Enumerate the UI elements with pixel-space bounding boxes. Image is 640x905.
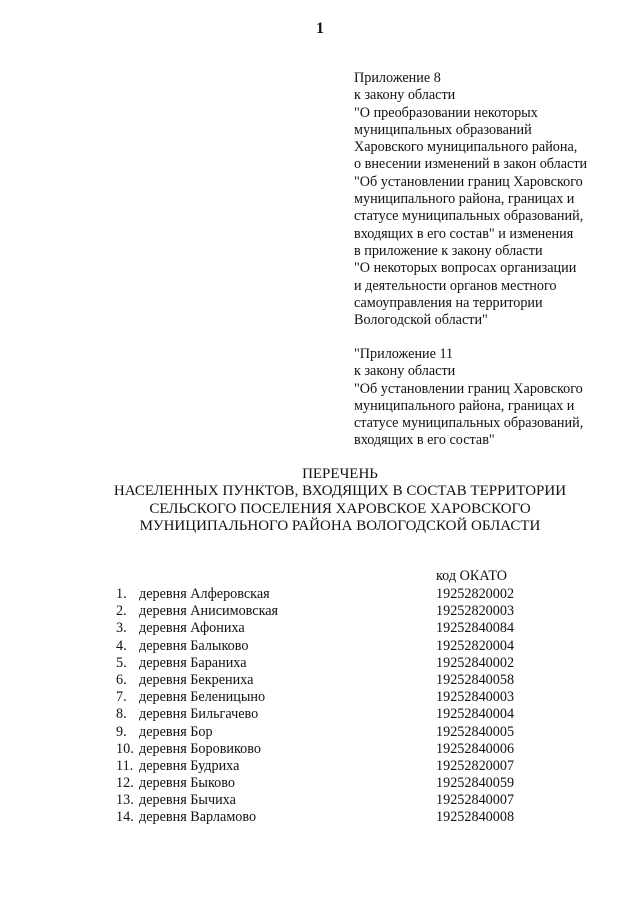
- title-line: НАСЕЛЕННЫХ ПУНКТОВ, ВХОДЯЩИХ В СОСТАВ ТЕРРИТОРИИ: [113, 483, 567, 500]
- title-line: МУНИЦИПАЛЬНОГО РАЙОНА ВОЛОГОДСКОЙ ОБЛАСТИ: [139, 518, 541, 535]
- settlement-okato-code: 19252840003: [436, 689, 515, 706]
- settlement-row: [0, 689, 640, 706]
- appendix-8-header: [354, 70, 634, 329]
- settlement-name: деревня Бычиха: [139, 792, 236, 809]
- appendix-8-line: муниципального района, границах и: [354, 191, 575, 208]
- settlement-name: деревня Алферовская: [139, 586, 270, 602]
- settlement-number: 12.: [116, 775, 134, 792]
- appendix-8-line: муниципальных образований: [354, 121, 532, 138]
- settlement-number: 7.: [116, 689, 127, 706]
- settlement-number: 3.: [116, 620, 127, 637]
- settlement-number: 4.: [116, 637, 127, 654]
- appendix-8-line: и деятельности органов местного: [354, 277, 557, 294]
- settlement-row: [0, 741, 640, 758]
- settlement-okato-code: 19252840005: [436, 723, 515, 740]
- settlement-row: [0, 586, 640, 603]
- settlement-name: деревня Боровиково: [139, 740, 261, 757]
- settlement-number: 8.: [116, 706, 127, 723]
- settlement-name: деревня Бараниха: [139, 654, 247, 671]
- settlement-number: 1.: [116, 586, 127, 602]
- settlement-number: 5.: [116, 654, 127, 671]
- appendix-8-line: входящих в его состав" и изменения: [354, 225, 574, 242]
- settlement-row: [0, 638, 640, 655]
- settlement-number: 9.: [116, 723, 127, 740]
- page-number: 1: [316, 20, 324, 37]
- settlement-okato-code: 19252820004: [436, 637, 515, 654]
- settlement-okato-code: 19252820007: [436, 757, 515, 774]
- settlement-name: деревня Анисимовская: [139, 603, 279, 620]
- settlement-row: [0, 620, 640, 637]
- appendix-8-line: Приложение 8: [354, 70, 441, 86]
- appendix-8-line: Харовского муниципального района,: [354, 139, 578, 156]
- appendix-11-line: входящих в его состав": [354, 432, 495, 449]
- settlement-number: 2.: [116, 603, 127, 620]
- settlement-name: деревня Бильгачево: [139, 706, 259, 723]
- document-title: [20, 466, 640, 536]
- appendix-11-line: "Об установлении границ Харовского: [354, 380, 583, 397]
- appendix-8-line: самоуправления на территории: [354, 294, 543, 311]
- appendix-8-line: в приложение к закону области: [354, 242, 543, 259]
- settlement-okato-code: 19252820002: [436, 586, 515, 602]
- settlement-number: 10.: [116, 740, 134, 757]
- settlement-okato-code: 19252840006: [436, 740, 515, 757]
- title-line: ПЕРЕЧЕНЬ: [302, 466, 378, 482]
- settlement-name: деревня Бор: [139, 723, 213, 740]
- settlement-name: деревня Варламово: [139, 809, 257, 826]
- settlement-name: деревня Афониха: [139, 620, 245, 637]
- settlement-name: деревня Быково: [139, 775, 235, 792]
- settlement-row: [0, 706, 640, 723]
- settlement-okato-code: 19252840007: [436, 792, 515, 809]
- settlement-name: деревня Беленицыно: [139, 689, 266, 706]
- settlement-row: [0, 792, 640, 809]
- settlement-row: [0, 758, 640, 775]
- settlement-list: [0, 586, 640, 827]
- settlement-number: 11.: [116, 757, 134, 774]
- appendix-11-line: муниципального района, границах и: [354, 397, 575, 414]
- settlement-okato-code: 19252840059: [436, 775, 515, 792]
- settlement-row: [0, 809, 640, 826]
- appendix-8-line: Вологодской области": [354, 312, 488, 329]
- settlement-row: [0, 724, 640, 741]
- appendix-11-line: статусе муниципальных образований,: [354, 415, 584, 432]
- settlement-name: деревня Бекрениха: [139, 671, 254, 688]
- settlement-okato-code: 19252840084: [436, 620, 515, 637]
- appendix-8-line: "Об установлении границ Харовского: [354, 173, 583, 190]
- settlement-okato-code: 19252840058: [436, 671, 515, 688]
- settlement-okato-code: 19252820003: [436, 603, 515, 620]
- appendix-11-header: [354, 346, 634, 450]
- settlement-row: [0, 672, 640, 689]
- settlement-number: 6.: [116, 671, 127, 688]
- settlement-row: [0, 775, 640, 792]
- appendix-11-line: к закону области: [354, 363, 456, 380]
- settlement-okato-code: 19252840004: [436, 706, 515, 723]
- title-line: СЕЛЬСКОГО ПОСЕЛЕНИЯ ХАРОВСКОЕ ХАРОВСКОГО: [149, 500, 531, 517]
- settlement-number: 14.: [116, 809, 134, 826]
- appendix-8-line: статусе муниципальных образований,: [354, 208, 584, 225]
- settlement-okato-code: 19252840008: [436, 809, 515, 826]
- appendix-8-line: о внесении изменений в закон области: [354, 156, 588, 173]
- settlement-row: [0, 603, 640, 620]
- appendix-8-line: "О преобразовании некоторых: [354, 104, 538, 121]
- settlement-name: деревня Будриха: [139, 757, 240, 774]
- okato-column-header: код ОКАТО: [436, 568, 508, 584]
- settlement-name: деревня Балыково: [139, 637, 249, 654]
- appendix-8-line: к закону области: [354, 87, 456, 104]
- appendix-8-line: "О некоторых вопросах организации: [354, 260, 577, 277]
- settlement-row: [0, 655, 640, 672]
- appendix-11-line: "Приложение 11: [354, 346, 454, 362]
- settlement-number: 13.: [116, 792, 134, 809]
- settlement-okato-code: 19252840002: [436, 654, 515, 671]
